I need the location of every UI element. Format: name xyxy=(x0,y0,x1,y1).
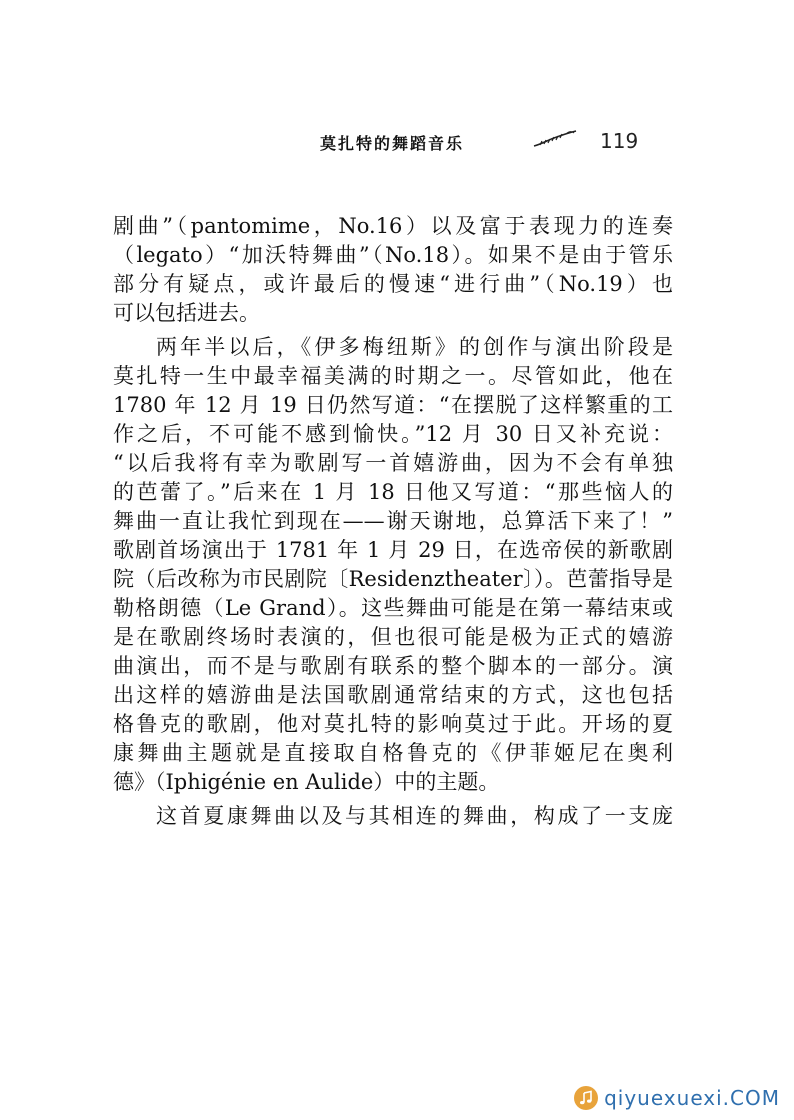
text-line: 剧曲”（pantomime，No.16）以及富于表现力的连奏 xyxy=(113,214,673,238)
paragraph xyxy=(113,802,673,831)
text-line: 是在歌剧终场时表演的，但也很可能是极为正式的嬉游 xyxy=(113,625,673,649)
text-line: 这首夏康舞曲以及与其相连的舞曲，构成了一支庞 xyxy=(156,804,673,828)
page-header xyxy=(0,128,794,158)
body-text xyxy=(113,212,673,836)
text-line: （legato）“加沃特舞曲”（No.18）。如果不是由于管乐 xyxy=(113,243,673,267)
text-line: 格鲁克的歌剧，他对莫扎特的影响莫过于此。开场的夏 xyxy=(113,712,673,736)
text-line: “以后我将有幸为歌剧写一首嬉游曲，因为不会有单独 xyxy=(113,451,673,475)
running-title: 莫扎特的舞蹈音乐 xyxy=(320,134,465,153)
watermark xyxy=(574,1086,780,1110)
text-line: 德》（Iphigénie en Aulide）中的主题。 xyxy=(113,770,500,794)
paragraph xyxy=(113,333,673,797)
text-line: 两年半以后，《伊多梅纽斯》的创作与演出阶段是 xyxy=(156,335,673,359)
text-line: 1780 年 12 月 19 日仍然写道：“在摆脱了这样繁重的工 xyxy=(113,393,673,417)
text-line: 曲演出，而不是与歌剧有联系的整个脚本的一部分。演 xyxy=(113,654,673,678)
paragraph xyxy=(113,212,673,328)
text-line: 康舞曲主题就是直接取自格鲁克的《伊菲姬尼在奥利 xyxy=(113,741,673,765)
text-line: 出这样的嬉游曲是法国歌剧通常结束的方式，这也包括 xyxy=(113,683,673,707)
page-number: 119 xyxy=(600,129,639,153)
text-line: 部分有疑点，或许最后的慢速“进行曲”（No.19）也 xyxy=(113,272,673,296)
watermark-text: qiyuexuexi.COM xyxy=(604,1086,780,1110)
text-line: 勒格朗德（Le Grand）。这些舞曲可能是在第一幕结束或 xyxy=(113,596,673,620)
text-line: 的芭蕾了。”后来在 1 月 18 日他又写道：“那些恼人的 xyxy=(113,480,673,504)
text-line: 院（后改称为市民剧院〔Residenztheater〕）。芭蕾指导是 xyxy=(113,567,673,591)
text-line: 舞曲一直让我忙到现在——谢天谢地，总算活下来了！” xyxy=(113,509,673,533)
music-note-icon xyxy=(574,1086,598,1110)
ornament-flourish-icon xyxy=(532,128,578,150)
text-line: 可以包括进去。 xyxy=(113,301,260,325)
text-line: 歌剧首场演出于 1781 年 1 月 29 日，在选帝侯的新歌剧 xyxy=(113,538,673,562)
text-line: 莫扎特一生中最幸福美满的时期之一。尽管如此，他在 xyxy=(113,364,673,388)
text-line: 作之后，不可能不感到愉快。”12 月 30 日又补充说： xyxy=(113,422,673,446)
